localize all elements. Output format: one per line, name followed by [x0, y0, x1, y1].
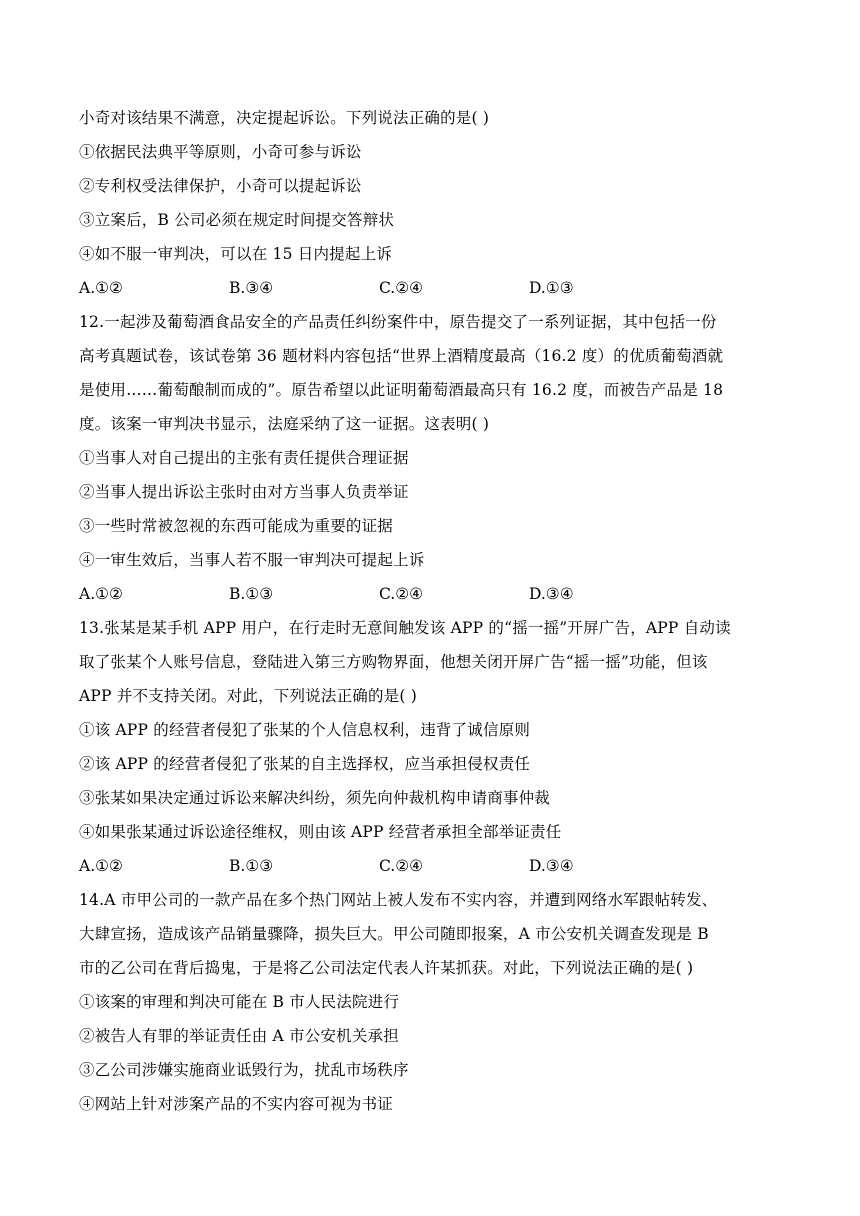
answer-options	[79, 849, 783, 883]
statement-4: ④网站上针对涉案产品的不实内容可视为书证	[79, 1095, 394, 1113]
question-12	[79, 305, 783, 611]
statement-4: ④一审生效后，当事人若不服一审判决可提起上诉	[79, 551, 425, 569]
document-page	[79, 101, 783, 1121]
option-a: A.①②	[79, 857, 123, 875]
answer-options	[79, 271, 783, 305]
statement-1: ①当事人对自己提出的主张有责任提供合理证据	[79, 449, 409, 467]
question-stem-line: 取了张某个人账号信息，登陆进入第三方购物界面，他想关闭开屏广告“摇一摇”功能，但该	[79, 653, 708, 671]
option-a: A.①②	[79, 279, 123, 297]
option-d: D.③④	[529, 857, 574, 875]
statement-3: ③张某如果决定通过诉讼来解决纠纷，须先向仲裁机构申请商事仲裁	[79, 789, 551, 807]
statement-4: ④如果张某通过诉讼途径维权，则由该 APP 经营者承担全部举证责任	[79, 823, 562, 841]
option-d: D.③④	[529, 585, 574, 603]
question-stem-line: 大肆宣扬，造成该产品销量骤降，损失巨大。甲公司随即报案，A 市公安机关调查发现是 B	[79, 925, 709, 943]
option-a: A.①②	[79, 585, 123, 603]
statement-3: ③一些时常被忽视的东西可能成为重要的证据	[79, 517, 394, 535]
statement-2: ②当事人提出诉讼主张时由对方当事人负责举证	[79, 483, 409, 501]
statement-1: ①该 APP 的经营者侵犯了张某的个人信息权利，违背了诚信原则	[79, 721, 531, 739]
option-c: C.②④	[379, 279, 424, 297]
option-d: D.①③	[529, 279, 574, 297]
statement-2: ②该 APP 的经营者侵犯了张某的自主选择权，应当承担侵权责任	[79, 755, 531, 773]
statement-3: ③乙公司涉嫌实施商业诋毁行为，扰乱市场秩序	[79, 1061, 409, 1079]
question-stem-line: 小奇对该结果不满意，决定提起诉讼。下列说法正确的是( )	[79, 109, 490, 127]
question-stem-line: 14.A 市甲公司的一款产品在多个热门网站上被人发布不实内容，并遭到网络水军跟帖转发、	[79, 891, 718, 909]
question-13	[79, 611, 783, 883]
statement-4: ④如不服一审判决，可以在 15 日内提起上诉	[79, 245, 392, 263]
option-c: C.②④	[379, 585, 424, 603]
statement-2: ②被告人有罪的举证责任由 A 市公安机关承担	[79, 1027, 399, 1045]
statement-1: ①该案的审理和判决可能在 B 市人民法院进行	[79, 993, 400, 1011]
question-stem-line: 12.一起涉及葡萄酒食品安全的产品责任纠纷案件中，原告提交了一系列证据，其中包括一份	[79, 313, 717, 331]
question-stem-line: 高考真题试卷，该试卷第 36 题材料内容包括“世界上酒精度最高（16.2 度）的优质葡萄酒就	[79, 347, 724, 365]
question-14	[79, 883, 783, 1121]
question-stem-line: 13.张某是某手机 APP 用户，在行走时无意间触发该 APP 的“摇一摇”开屏广告，APP 自动读	[79, 619, 731, 637]
option-c: C.②④	[379, 857, 424, 875]
option-b: B.③④	[229, 279, 274, 297]
statement-1: ①依据民法典平等原则，小奇可参与诉讼	[79, 143, 362, 161]
question-stem-line: APP 并不支持关闭。对此，下列说法正确的是( )	[79, 687, 418, 705]
answer-options	[79, 577, 783, 611]
option-b: B.①③	[229, 857, 274, 875]
statement-2: ②专利权受法律保护，小奇可以提起诉讼	[79, 177, 362, 195]
statement-3: ③立案后，B 公司必须在规定时间提交答辩状	[79, 211, 395, 229]
question-11-continuation	[79, 101, 783, 305]
option-b: B.①③	[229, 585, 274, 603]
question-stem-line: 市的乙公司在背后捣鬼，于是将乙公司法定代表人许某抓获。对此，下列说法正确的是( )	[79, 959, 694, 977]
question-stem-line: 度。该案一审判决书显示，法庭采纳了这一证据。这表明( )	[79, 415, 490, 433]
question-stem-line: 是使用……葡萄酿制而成的”。原告希望以此证明葡萄酒最高只有 16.2 度，而被告产品是 18	[79, 381, 724, 399]
